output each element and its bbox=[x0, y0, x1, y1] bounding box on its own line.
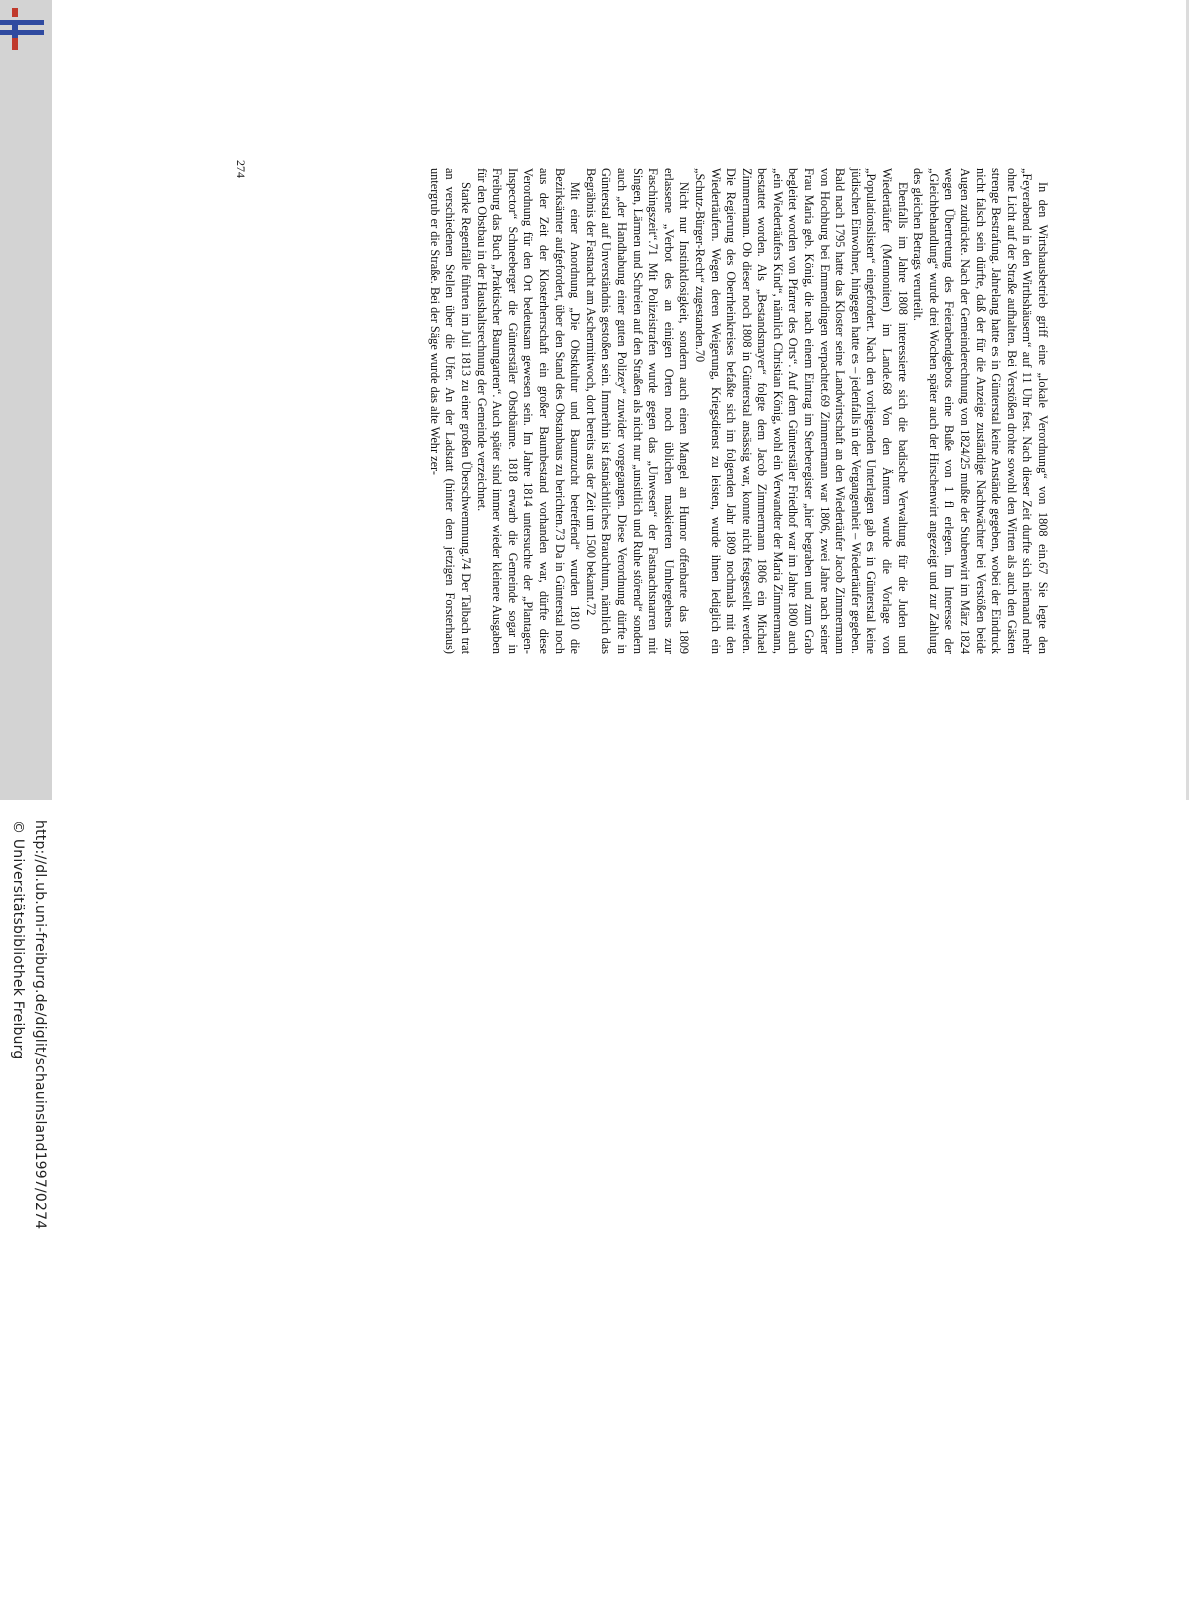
university-library-logo-icon bbox=[0, 8, 44, 52]
source-url[interactable]: http://dl.ub.uni-freiburg.de/diglit/schauinsland1997/0274 bbox=[32, 820, 48, 1230]
paragraph: Nicht nur Instinktlosigkeit, sondern auch einen Mangel an Humor offenbarte das 1809 erlassene „Verbot des an einigen Orten noch üblichen maskierten Umhergehens zur Faschingszeit“.71 Mit Polizeistrafen wurde gegen das „Unwesen“ der Fastnachtsnarren mit Singen, Lärmen und Schreien auf den Straßen als nicht nur „unsittlich und Ruhe störend“ sondern auch „der Handhabung einer guten Polizey“ zuwider vorgegangen. Diese Verordnung dürfte in Günterstal auf Unverständnis gestoßen sein. Immerhin ist fastnächtliches Brauchtum, nämlich das Begräbnis der Fastnacht am Aschermittwoch, dort bereits aus der Zeit um 1500 bekannt.72 bbox=[583, 168, 692, 654]
page-number: 274 bbox=[234, 160, 248, 178]
copyright-notice: © Universitätsbibliothek Freiburg bbox=[10, 820, 26, 1060]
body-text bbox=[426, 168, 1050, 654]
scanned-page bbox=[240, 168, 1050, 654]
paragraph: Mit einer Anordnung „Die Obstkultur und Baumzucht betreffend“ wurden 1810 die Bezirksämter aufgefordert, über den Stand des Obstanbaus zu berichten.73 Da in Günterstal noch aus der Zeit der Klosterherrschaft ein großer Baumbestand vorhanden war, dürfte diese Verordnung für den Ort bedeutsam gewesen sein. Im Jahre 1814 untersuchte der „Plantagen-Inspector“ Schneeberger die Günterstäler Obstbäume. 1818 erwarb die Gemeinde sogar in Freiburg das Buch „Praktischer Baumgarten“. Auch später sind immer wieder kleinere Ausgaben für den Obstbau in der Haushaltsrechnung der Gemeinde verzeichnet. bbox=[474, 168, 583, 654]
paragraph: In den Wirtshausbetrieb griff eine „lokale Verordnung“ von 1808 ein.67 Sie legte den „Feyerabend in den Wirthshäusern“ auf 11 Uhr fest. Nach dieser Zeit durfte sich niemand mehr ohne Licht auf der Straße aufhalten. Bei Verstößen drohte sowohl den Wirten als auch den Gästen strenge Bestrafung. Jahrelang hatte es in Günterstal keine Anstände gegeben, wobei der Eindruck nicht falsch sein dürfte, daß der für die Anzeige zuständige Nachtwächter bei Verstößen beide Augen zudrückte. Nach der Gemeinderechnung von 1824/25 mußte der Stubenwirt im März 1824 wegen Übertretung des Feierabendgebots eine Buße von 1 fl erlegen. Im Interesse der „Gleichbehandlung“ wurde drei Wochen später auch der Hirschenwirt angezeigt und zur Zahlung des gleichen Betrags verurteilt. bbox=[911, 168, 1050, 654]
paragraph: Ebenfalls im Jahre 1808 interessierte sich die badische Verwaltung für die Juden und Wiedertäufer (Mennoniten) im Lande.68 Von den Ämtern wurde die Vorlage von „Populationslisten“ eingefordert. Nach den vorliegenden Unterlagen gab es in Günterstal keine jüdischen Einwohner, hingegen hatte es – jedenfalls in der Vergangenheit – Wiedertäufer gegeben. Bald nach 1795 hatte das Kloster seine Landwirtschaft an den Wiedertäufer Jacob Zimmermann von Hochburg bei Emmendingen verpachtet.69 Zimmermann war 1806, zwei Jahre nach seiner Frau Maria geb. König, die nach einem Eintrag im Sterberegister „hier begraben und zum Grab begleitet worden von Pfarrer des Orts“. Auf dem Günterstäler Friedhof war im Jahre 1800 auch „ein Wiedertäufers Kind“, nämlich Christian König, wohl ein Verwandter der Maria Zimmermann, bestattet worden. Als „Bestandsmayer“ folgte dem Jacob Zimmermann 1806 ein Michael Zimmermann. Ob dieser noch 1808 in Günterstal ansässig war, konnte nicht festgestellt werden. Die Regierung des Oberrheinkreises befaßte sich im folgenden Jahr 1809 nochmals mit den Wiedertäufern. Wegen deren Weigerung, Kriegsdienst zu leisten, wurde ihnen lediglich ein „Schutz-Bürger-Recht“ zugestanden.70 bbox=[692, 168, 910, 654]
paragraph: Starke Regenfälle führten im Juli 1813 zu einer großen Überschwemmung.74 Der Talbach trat an verschiedenen Stellen über die Ufer. An der Ladstatt (hinter dem jetzigen Forsterhaus) untergrub er die Straße. Bei der Säge wurde das alte Wehr zer- bbox=[427, 168, 474, 654]
viewer-sidebar bbox=[0, 0, 52, 800]
source-url-strip bbox=[0, 800, 52, 1600]
